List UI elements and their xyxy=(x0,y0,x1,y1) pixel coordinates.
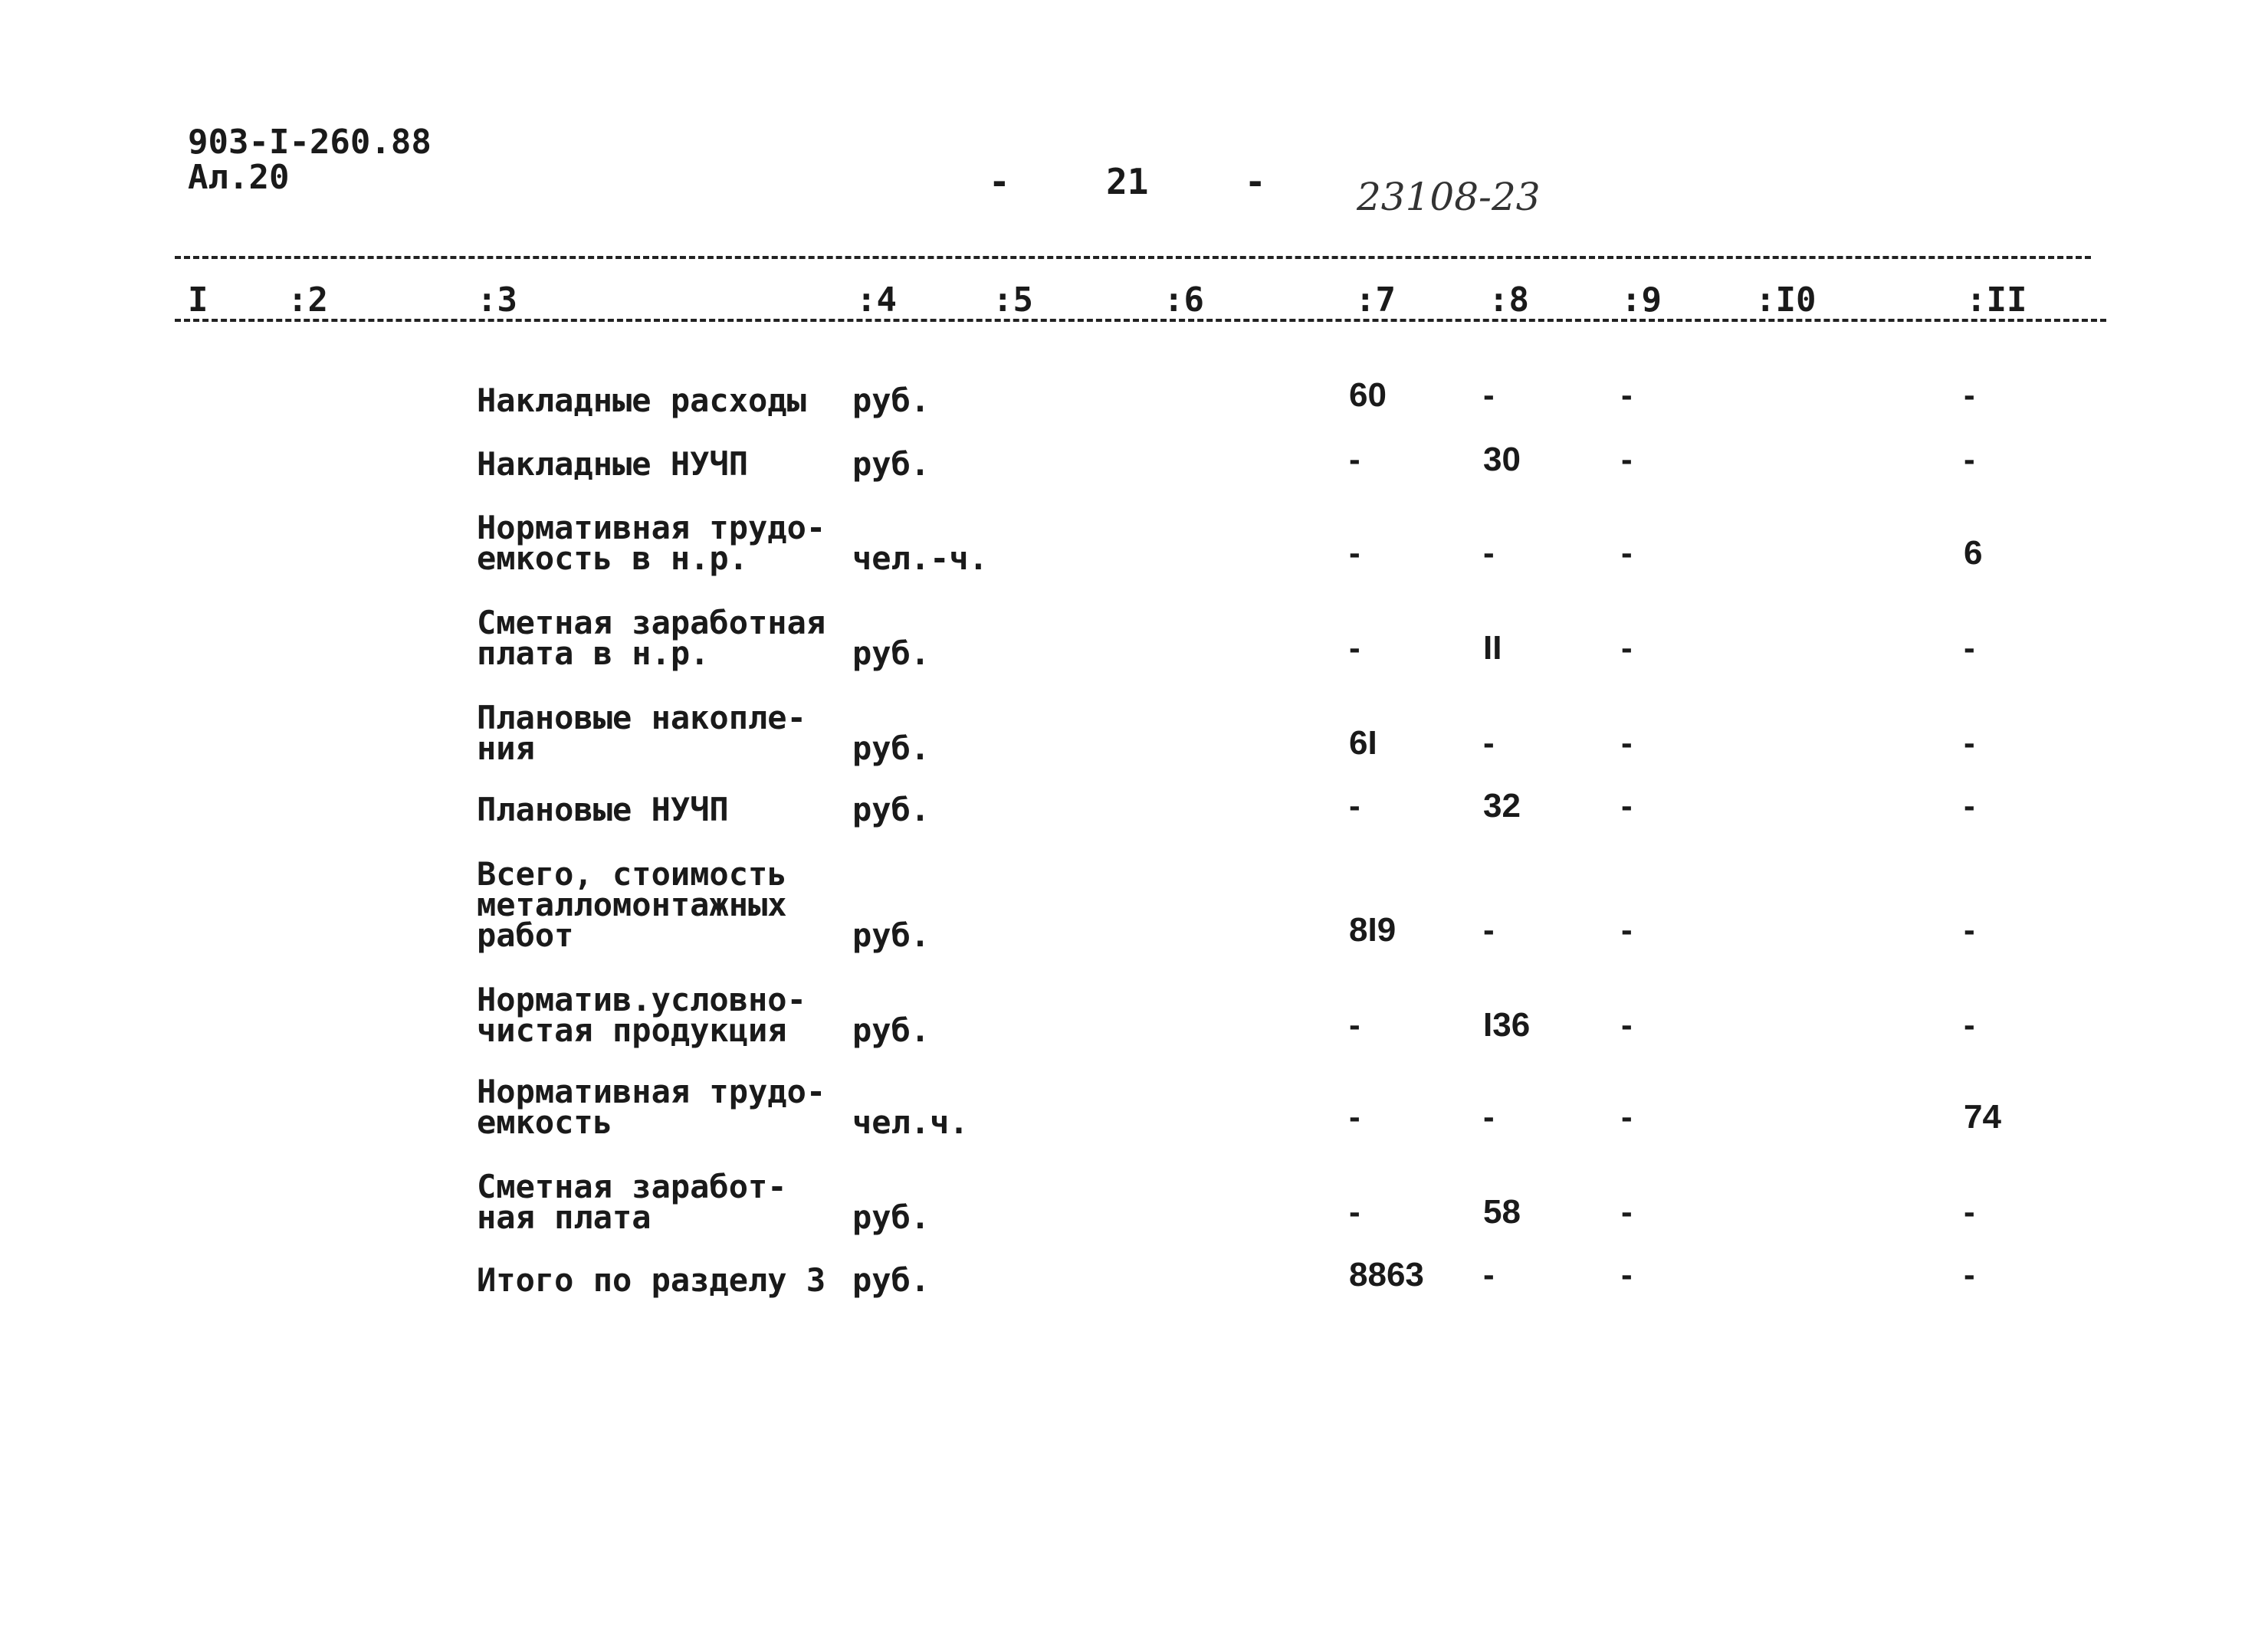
row-label-line1: Плановые накопле- xyxy=(477,699,806,736)
row-value-col9: - xyxy=(1621,1256,1633,1293)
row-unit: чел.ч. xyxy=(852,1103,969,1141)
row-unit: руб. xyxy=(852,916,931,954)
row-label-line3: работ xyxy=(477,916,574,954)
row-value-col11: - xyxy=(1964,1006,1975,1044)
sheet-label: Ал.20 xyxy=(188,158,290,197)
col-header-11: :II xyxy=(1966,280,2027,320)
row-value-col11: - xyxy=(1964,1256,1975,1293)
row-value-col7: 6I xyxy=(1349,724,1377,762)
row-value-col11: - xyxy=(1964,376,1975,414)
row-unit: руб. xyxy=(852,1198,931,1236)
row-value-col9: - xyxy=(1621,1006,1633,1044)
row-value-col9: - xyxy=(1621,441,1633,478)
row-value-col7: - xyxy=(1349,1098,1360,1136)
row-value-col8: I36 xyxy=(1483,1006,1531,1044)
row-value-col7: - xyxy=(1349,534,1360,572)
row-value-col7: - xyxy=(1349,441,1360,478)
row-label-line1: Нормативная трудо- xyxy=(477,509,826,546)
row-unit: руб. xyxy=(852,1011,931,1049)
row-unit: руб. xyxy=(852,1261,931,1299)
col-header-8: :8 xyxy=(1488,280,1529,320)
row-value-col11: - xyxy=(1964,629,1975,667)
row-value-col7: 8863 xyxy=(1349,1256,1424,1293)
col-header-5: :5 xyxy=(993,280,1033,320)
col-header-2: :2 xyxy=(287,280,328,320)
row-value-col9: - xyxy=(1621,1193,1633,1231)
table-rule-bottom xyxy=(175,319,2106,322)
row-value-col11: - xyxy=(1964,441,1975,478)
row-value-col8: - xyxy=(1483,911,1495,949)
row-label-line2: ная плата xyxy=(477,1198,652,1236)
col-header-9: :9 xyxy=(1621,280,1662,320)
row-value-col11: - xyxy=(1964,724,1975,762)
row-value-col8: 30 xyxy=(1483,441,1521,478)
row-value-col9: - xyxy=(1621,376,1633,414)
row-value-col7: 60 xyxy=(1349,376,1387,414)
row-value-col9: - xyxy=(1621,911,1633,949)
row-unit: руб. xyxy=(852,634,931,672)
col-header-10: :I0 xyxy=(1755,280,1817,320)
row-label-line1: Сметная заработ- xyxy=(477,1168,787,1205)
row-label-line2: плата в н.р. xyxy=(477,634,710,672)
row-value-col8: 32 xyxy=(1483,787,1521,825)
row-label-line1: Нормативная трудо- xyxy=(477,1073,826,1110)
row-value-col8: - xyxy=(1483,534,1495,572)
row-value-col7: 8I9 xyxy=(1349,911,1397,949)
row-unit: руб. xyxy=(852,729,931,767)
row-label-line2: чистая продукция xyxy=(477,1011,787,1049)
col-header-4: :4 xyxy=(856,280,897,320)
row-label: Накладные НУЧП xyxy=(477,445,749,483)
page-dash-left: - xyxy=(989,161,1010,202)
row-value-col7: - xyxy=(1349,787,1360,825)
row-label-line2: емкость xyxy=(477,1103,613,1141)
row-value-col11: - xyxy=(1964,1193,1975,1231)
row-value-col11: - xyxy=(1964,787,1975,825)
col-header-7: :7 xyxy=(1355,280,1396,320)
row-value-col8: - xyxy=(1483,376,1495,414)
row-label-line1: Сметная заработная xyxy=(477,604,826,641)
row-value-col8: - xyxy=(1483,724,1495,762)
handwritten-number: 23108-23 xyxy=(1357,175,1541,219)
page-number-value: 21 xyxy=(1106,161,1149,202)
row-value-col9: - xyxy=(1621,724,1633,762)
col-header-1: I xyxy=(188,280,208,320)
row-label: Плановые НУЧП xyxy=(477,791,729,828)
row-label: Накладные расходы xyxy=(477,382,806,419)
row-value-col7: - xyxy=(1349,629,1360,667)
row-value-col8: 58 xyxy=(1483,1193,1521,1231)
row-unit: руб. xyxy=(852,791,931,828)
row-unit: чел.-ч. xyxy=(852,539,989,577)
row-value-col11: 74 xyxy=(1964,1098,2001,1136)
row-label-line2: ния xyxy=(477,729,535,767)
row-value-col7: - xyxy=(1349,1193,1360,1231)
row-value-col8: - xyxy=(1483,1098,1495,1136)
row-unit: руб. xyxy=(852,445,931,483)
col-header-3: :3 xyxy=(477,280,517,320)
row-value-col8: II xyxy=(1483,629,1502,667)
row-value-col9: - xyxy=(1621,534,1633,572)
row-label-total: Итого по разделу 3 xyxy=(477,1261,826,1299)
row-label-line1: Всего, стоимость xyxy=(477,855,787,893)
row-value-col9: - xyxy=(1621,629,1633,667)
row-label-line1: Норматив.условно- xyxy=(477,981,806,1018)
row-value-col7: - xyxy=(1349,1006,1360,1044)
row-value-col9: - xyxy=(1621,1098,1633,1136)
table-rule-top xyxy=(175,256,2091,259)
row-value-col11: 6 xyxy=(1964,534,1983,572)
page-dash-right: - xyxy=(1244,161,1266,202)
row-value-col8: - xyxy=(1483,1256,1495,1293)
document-code: 903-I-260.88 xyxy=(188,123,432,162)
row-unit: руб. xyxy=(852,382,931,419)
page-number xyxy=(989,161,1266,202)
row-value-col11: - xyxy=(1964,911,1975,949)
row-value-col9: - xyxy=(1621,787,1633,825)
row-label-line2: емкость в н.р. xyxy=(477,539,749,577)
col-header-6: :6 xyxy=(1164,280,1204,320)
row-label-line2: металломонтажных xyxy=(477,886,787,923)
